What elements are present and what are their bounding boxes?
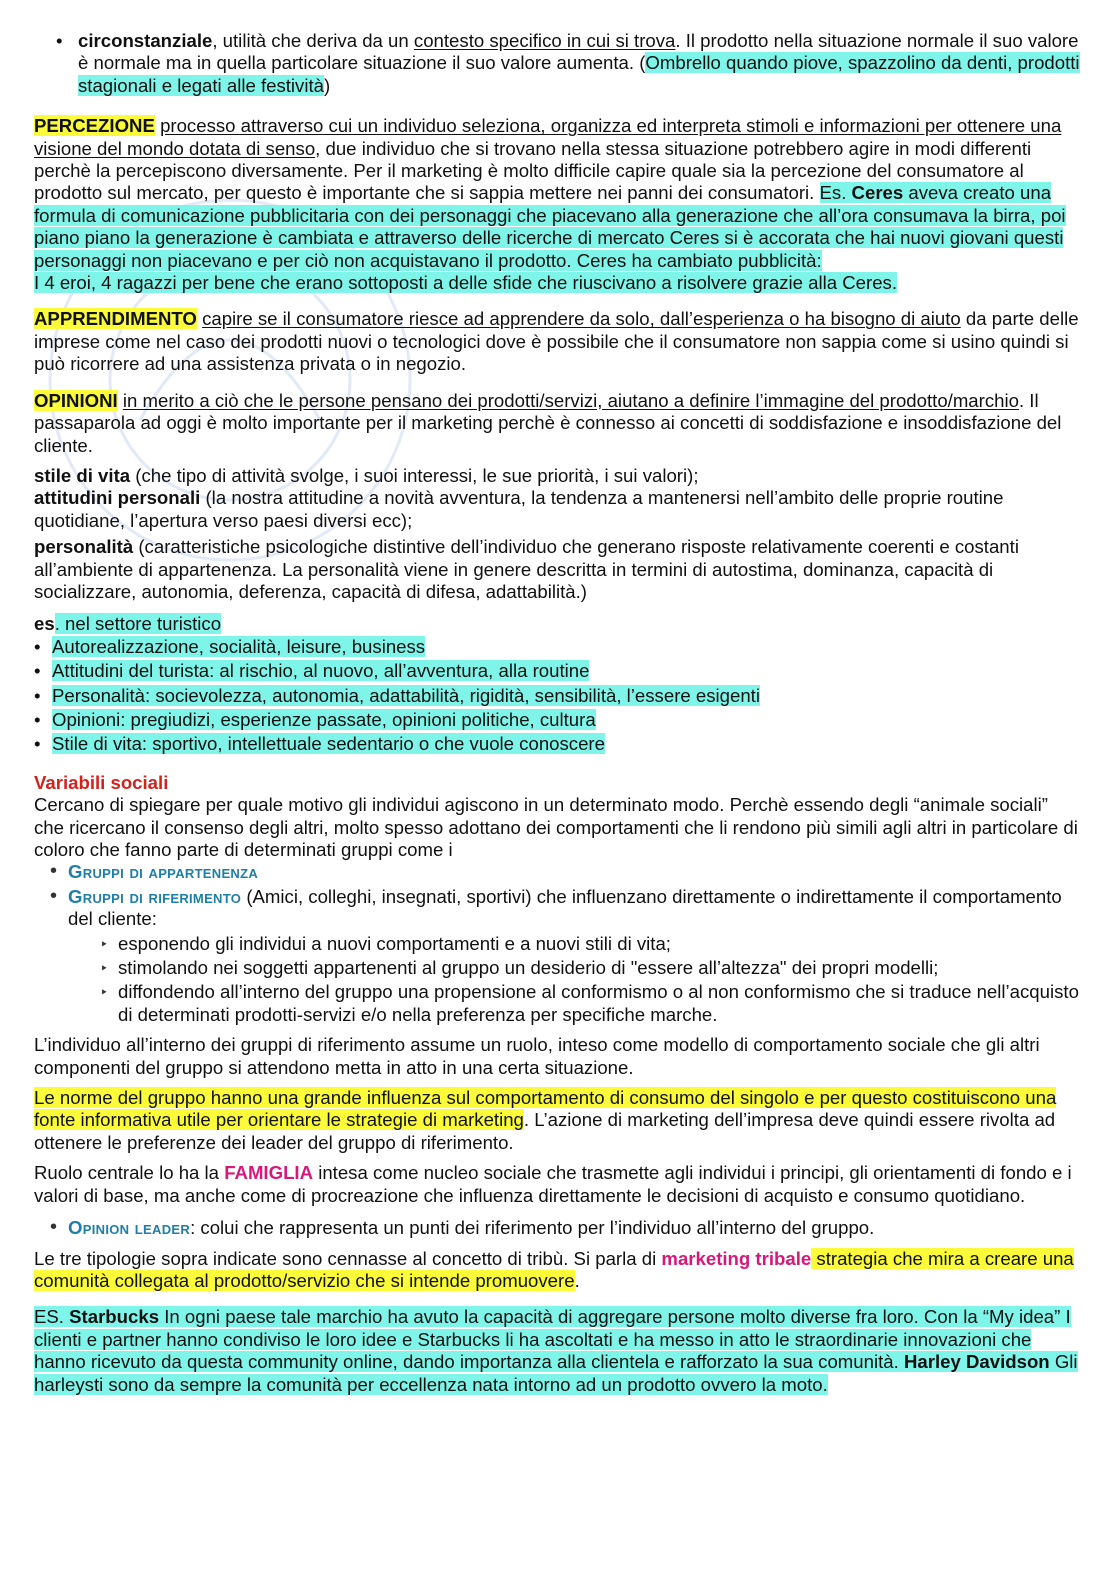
tribu-paragraph: Le tre tipologie sopra indicate sono cennasse al concetto di tribù. Si parla di marketing tribale strategia che mira a creare una comunità collegata al prodotto/servizio che si intende promuovere.	[34, 1247, 1074, 1291]
ruolo-paragraph: L’individuo all’interno dei gruppi di riferimento assume un ruolo, inteso come modello di comportamento sociale che gli altri componenti del gruppo si attendono metta in atto in una certa situazione.	[34, 1034, 1040, 1078]
opinion-leader-item: • Opinion leader: colui che rappresenta un punti dei riferimento per l’individuo all’interno del gruppo.	[34, 1217, 1080, 1239]
gruppi-riferimento-item: • Gruppi di riferimento (Amici, colleghi, insegnati, sportivi) che influenzano direttamente o indirettamente il comportamento del cliente:	[34, 886, 1080, 931]
opinioni-paragraph: OPINIONI in merito a ciò che le persone pensano dei prodotti/servizi, aiutano a definire l’immagine del prodotto/marchio. Il passaparola ad oggi è molto importante per il marketing perchè è connesso ai concetti di soddisfazione e insoddisfazione del cliente.	[34, 389, 1062, 456]
es-turistico-heading: es. nel settore turistico	[34, 613, 222, 635]
norme-paragraph: Le norme del gruppo hanno una grande influenza sul comportamento di consumo del singolo e per questo costituiscono una fonte informativa utile per orientare le strategie di marketing. L’azione di marketing dell’impresa deve quindi essere rivolta ad ottenere le preferenze dei leader del gruppo di riferimento.	[34, 1087, 1057, 1153]
stile-di-vita: stile di vita (che tipo di attività svolge, i suoi interessi, le sue priorità, i sui valori);	[34, 464, 699, 486]
list-item: • Personalità: socievolezza, autonomia, adattabilità, rigidità, sensibilità, l’essere esigenti	[34, 685, 1080, 707]
opinioni-label: OPINIONI	[34, 389, 118, 411]
variabili-sociali-heading: Variabili sociali	[34, 771, 169, 793]
sub-list-item: ‣ esponendo gli individui a nuovi comportamenti e a nuovi stili di vita;	[34, 933, 1080, 955]
famiglia-paragraph: Ruolo centrale lo ha la FAMIGLIA intesa come nucleo sociale che trasmette agli individui i principi, gli orientamenti di fondo e i valori di base, ma anche come di procreazione che influenza direttamente le decisioni di acquisto e consumo quotidiano.	[34, 1162, 1072, 1206]
sub-list-item: ‣ diffondendo all’interno del gruppo una propensione al conformismo o al non conformismo che si traduce nell’acquisto di determinati prodotti-servizi e/o nella preferenza per specifiche marche.	[34, 981, 1080, 1026]
percezione-paragraph: PERCEZIONE processo attraverso cui un individuo seleziona, organizza ed interpreta stimoli e informazioni per ottenere una visione del mondo dotata di senso, due individuo che si trovano nella stessa situazione potrebbero agire in modi differenti perchè la percepiscono diversamente. Per il marketing è molto difficile capire quale sia la percezione del consumatore al prodotto sul mercato, per questo è importante che si sappia mettere nei panni dei consumatori. Es. Ceres aveva creato una formula di comunicazione pubblicitaria con dei personaggi che piacevano alla generazione che all’ora consumava la birra, poi piano piano la generazione è cambiata e attraverso delle ricerche di mercato Ceres si è accorata che hai nuovi giovani questi personaggi non piacevano e per ciò non acquistavano il prodotto. Ceres ha cambiato pubblicità: I 4 eroi, 4 ragazzi per bene che erano sottoposti a delle sfide che riuscivano a risolvere grazie alla Ceres.	[34, 115, 1066, 294]
list-item: • Attitudini del turista: al rischio, al nuovo, all’avventura, alla routine	[34, 660, 1080, 682]
list-item: • Autorealizzazione, socialità, leisure, business	[34, 636, 1080, 658]
es-starbucks-paragraph: ES. Starbucks In ogni paese tale marchio ha avuto la capacità di aggregare persone molto diverse fra loro. Con la “My idea” I clienti e partner hanno condiviso le loro idee e Starbucks li ha ascoltati e ha messo in atto le straordinarie innovazioni che hanno ricevuto da questa community online, dando importanza alla clientela e rafforzato la sua comunità. Harley Davidson Gli harleysti sono da sempre la comunità per eccellenza nata intorno ad un prodotto ovvero la moto.	[34, 1306, 1078, 1395]
circonstanziale-item: • circonstanziale, utilità che deriva da un contesto specifico in cui si trova. Il prodotto nella situazione normale il suo valore è normale ma in quella particolare situazione il suo valore aumenta. (Ombrello quando piove, spazzolino da denti, prodotti stagionali e legati alle festività)	[34, 30, 1080, 97]
list-item: • Opinioni: pregiudizi, esperienze passate, opinioni politiche, cultura	[34, 709, 1080, 731]
personalita: personalità (caratteristiche psicologiche distintive dell’individuo che generano risposte relativamente coerenti e costanti all’ambiente di appartenenza. La personalità viene in genere descritta in termini di autostima, dominanza, capacità di socializzare, autonomia, deferenza, capacità di difesa, adattabilità.)	[34, 536, 1019, 602]
apprendimento-paragraph: APPRENDIMENTO capire se il consumatore riesce ad apprendere da solo, dall’esperienza o ha bisogno di aiuto da parte delle imprese come nel caso dei prodotti nuovi o tecnologici dove è possibile che il consumatore non sappia come si usino quindi si può ricorrere ad una assistenza privata o in negozio.	[34, 308, 1079, 375]
variabili-intro: Cercano di spiegare per quale motivo gli individui agiscono in un determinato modo. Perchè essendo degli “animale sociali” che ricercano il consenso degli altri, molto spesso adottano dei comportamenti che li rendono più simili agli altri in particolare di coloro che fanno parte di determinati gruppi come i	[34, 794, 1078, 860]
percezione-label: PERCEZIONE	[34, 115, 155, 137]
list-item: • Stile di vita: sportivo, intellettuale sedentario o che vuole conoscere	[34, 733, 1080, 755]
gruppi-appartenenza-item: • Gruppi di appartenenza	[34, 861, 1080, 883]
attitudini-personali: attitudini personali (la nostra attitudine a novità avventura, la tendenza a mantenersi nell’ambito delle proprie routine quotidiane, l’apertura verso paesi diversi ecc);	[34, 487, 1004, 531]
sub-list-item: ‣ stimolando nei soggetti appartenenti al gruppo un desiderio di "essere all’altezza" dei propri modelli;	[34, 957, 1080, 979]
document-page	[34, 30, 1080, 1396]
apprendimento-label: APPRENDIMENTO	[34, 308, 197, 330]
